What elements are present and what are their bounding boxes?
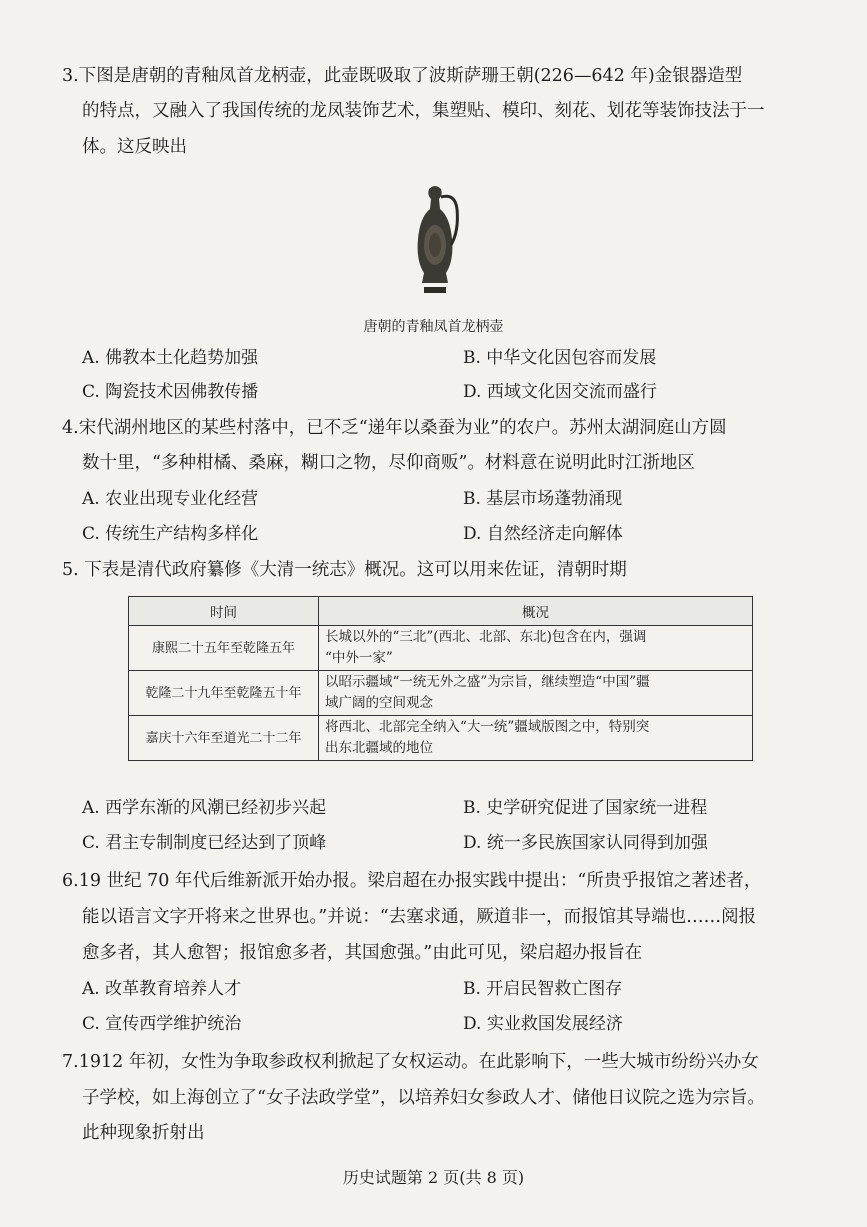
table-cell-time: 嘉庆十六年至道光二十二年 <box>129 716 319 761</box>
q5-option-b[interactable]: B. 史学研究促进了国家统一进程 <box>463 798 708 818</box>
q7-stem-line-2: 子学校，如上海创立了“女子法政学堂”，以培养妇女参政人才、储他日议院之选为宗旨。 <box>82 1088 765 1108</box>
q6-option-b[interactable]: B. 开启民智救亡图存 <box>463 979 623 999</box>
q3-option-c[interactable]: C. 陶瓷技术因佛教传播 <box>82 382 259 402</box>
table-header-row <box>129 597 753 626</box>
dragon-handle-ewer-image <box>405 183 465 303</box>
q4-stem-line-1: 4.宋代湖州地区的某些村落中，已不乏“递年以桑蚕为业”的农户。苏州太湖洞庭山方圆 <box>62 418 727 438</box>
q3-option-b[interactable]: B. 中华文化因包容而发展 <box>463 348 657 368</box>
q3-stem-line-2: 的特点，又融入了我国传统的龙凤装饰艺术，集塑贴、模印、刻花、划花等装饰技法于一 <box>82 101 765 121</box>
table-cell-overview <box>319 716 753 761</box>
overview-line: 长城以外的“三北”(西北、北部、东北)包含在内，强调 <box>325 629 647 645</box>
q4-stem-line-2: 数十里，“多种柑橘、桑麻，糊口之物，尽仰商贩”。材料意在说明此时江浙地区 <box>82 453 695 473</box>
table-cell-time: 乾隆二十九年至乾隆五十年 <box>129 671 319 716</box>
q6-option-c[interactable]: C. 宣传西学维护统治 <box>82 1014 242 1034</box>
table-cell-overview <box>319 671 753 716</box>
q5-stem-line-1: 5. 下表是清代政府纂修《大清一统志》概况。这可以用来佐证，清朝时期 <box>62 560 627 580</box>
q4-option-a[interactable]: A. 农业出现专业化经营 <box>82 489 259 509</box>
overview-line: 将西北、北部完全纳入“大一统”疆域版图之中，特别突 <box>325 719 650 735</box>
q3-option-a[interactable]: A. 佛教本土化趋势加强 <box>82 348 259 368</box>
q3-stem-line-1: 3.下图是唐朝的青釉凤首龙柄壶，此壶既吸取了波斯萨珊王朝(226—642 年)金银器造型 <box>62 66 743 86</box>
page-footer: 历史试题第 2 页(共 8 页) <box>342 1168 525 1187</box>
q3-figure-caption: 唐朝的青釉凤首龙柄壶 <box>363 319 504 335</box>
q4-option-c[interactable]: C. 传统生产结构多样化 <box>82 524 259 544</box>
unification-table <box>128 596 753 761</box>
q6-option-a[interactable]: A. 改革教育培养人才 <box>82 979 242 999</box>
overview-line: 以昭示疆域“一统无外之盛”为宗旨，继续塑造“中国”疆 <box>325 674 650 690</box>
q7-stem-line-1: 7.1912 年初，女性为争取参政权利掀起了女权运动。在此影响下，一些大城市纷纷兴办女 <box>62 1052 759 1072</box>
table-row <box>129 671 753 716</box>
q3-option-d[interactable]: D. 西域文化因交流而盛行 <box>463 382 657 402</box>
q5-option-d[interactable]: D. 统一多民族国家认同得到加强 <box>463 833 708 853</box>
table-row <box>129 716 753 761</box>
q3-stem-line-3: 体。这反映出 <box>82 137 187 157</box>
table-cell-time: 康熙二十五年至乾隆五年 <box>129 626 319 671</box>
q5-option-c[interactable]: C. 君主专制制度已经达到了顶峰 <box>82 833 327 853</box>
overview-line: 域广阔的空间观念 <box>325 695 433 711</box>
table-cell-overview <box>319 626 753 671</box>
q7-stem-line-3: 此种现象折射出 <box>82 1123 205 1143</box>
q6-stem-line-1: 6.19 世纪 70 年代后维新派开始办报。梁启超在办报实践中提出：“所贵乎报馆之著述者， <box>62 871 762 891</box>
q6-stem-line-3: 愈多者，其人愈智；报馆愈多者，其国愈强。”由此可见，梁启超办报旨在 <box>82 943 643 963</box>
overview-line: “中外一家” <box>325 650 393 666</box>
q6-option-d[interactable]: D. 实业救国发展经济 <box>463 1014 623 1034</box>
q5-option-a[interactable]: A. 西学东渐的风潮已经初步兴起 <box>82 798 327 818</box>
table-header-time: 时间 <box>129 597 319 626</box>
q4-option-b[interactable]: B. 基层市场蓬勃涌现 <box>463 489 623 509</box>
q4-option-d[interactable]: D. 自然经济走向解体 <box>463 524 623 544</box>
overview-line: 出东北疆域的地位 <box>325 740 433 756</box>
table-row <box>129 626 753 671</box>
table-header-overview: 概况 <box>319 597 753 626</box>
q6-stem-line-2: 能以语言文字开将来之世界也。”并说：“去塞求通，厥道非一，而报馆其导端也……阅报 <box>82 907 757 927</box>
